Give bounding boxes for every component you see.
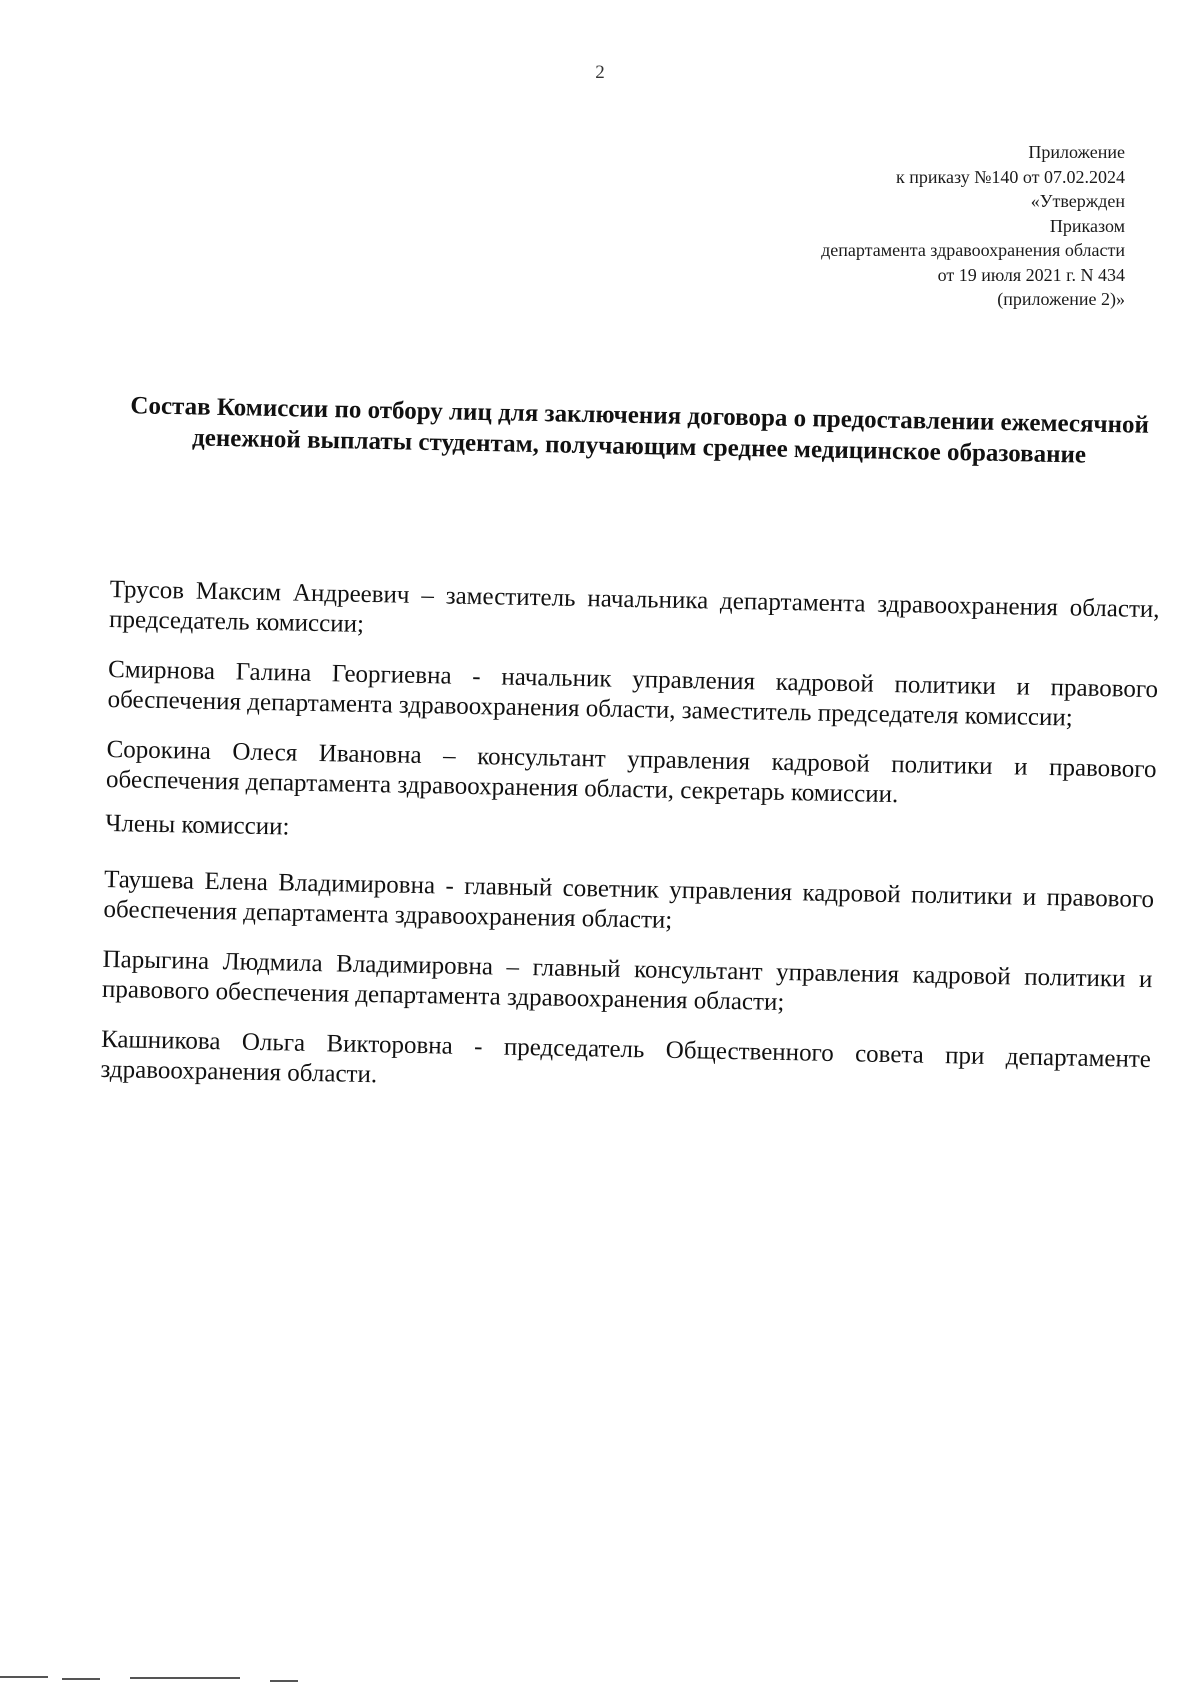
document-title: Состав Комиссии по отбору лиц для заключения договора о предоставлении ежемесячной денежной выплаты студентам, получающим среднее медицинское образование: [130, 392, 1150, 469]
scan-artifact: [62, 1678, 100, 1680]
scan-artifact: [0, 1676, 48, 1678]
approval-block: [565, 140, 1125, 312]
approval-line: от 19 июля 2021 г. N 434: [937, 264, 1125, 285]
approval-line: департамента здравоохранения области: [821, 240, 1125, 260]
scan-artifact: [130, 1677, 240, 1679]
committee-member: Парыгина Людмила Владимировна – главный консультант управления кадровой политики и правового обеспечения департамента здравоохранения области;: [101, 945, 1153, 1017]
member-deputy-chairman: Смирнова Галина Георгиевна - начальник управления кадровой политики и правового обеспечения департамента здравоохранения области, заместитель председателя комиссии;: [107, 655, 1159, 732]
page-number: 2: [595, 62, 605, 83]
scan-artifact: [270, 1680, 298, 1682]
committee-member: Кашникова Ольга Викторовна - председатель Общественного совета при департаменте здравоохранения области.: [100, 1025, 1152, 1089]
committee-member: Таушева Елена Владимировна - главный советник управления кадровой политики и правового обеспечения департамента здравоохранения области;: [103, 865, 1155, 934]
approval-line: «Утвержден: [1030, 191, 1125, 211]
approval-line: Приложение: [1028, 142, 1125, 162]
commission-composition: [100, 575, 1160, 1125]
approval-line: к приказу №140 от 07.02.2024: [895, 166, 1125, 187]
members-heading: Члены комиссии:: [104, 809, 290, 841]
member-chairman: Трусов Максим Андреевич – заместитель начальника департамента здравоохранения области, председатель комиссии;: [108, 575, 1160, 638]
member-secretary: Сорокина Олеся Ивановна – консультант управления кадровой политики и правового обеспечения департамента здравоохранения области, секретарь комиссии.: [105, 735, 1157, 809]
approval-line: (приложение 2)»: [997, 289, 1125, 309]
approval-line: Приказом: [1049, 215, 1125, 236]
